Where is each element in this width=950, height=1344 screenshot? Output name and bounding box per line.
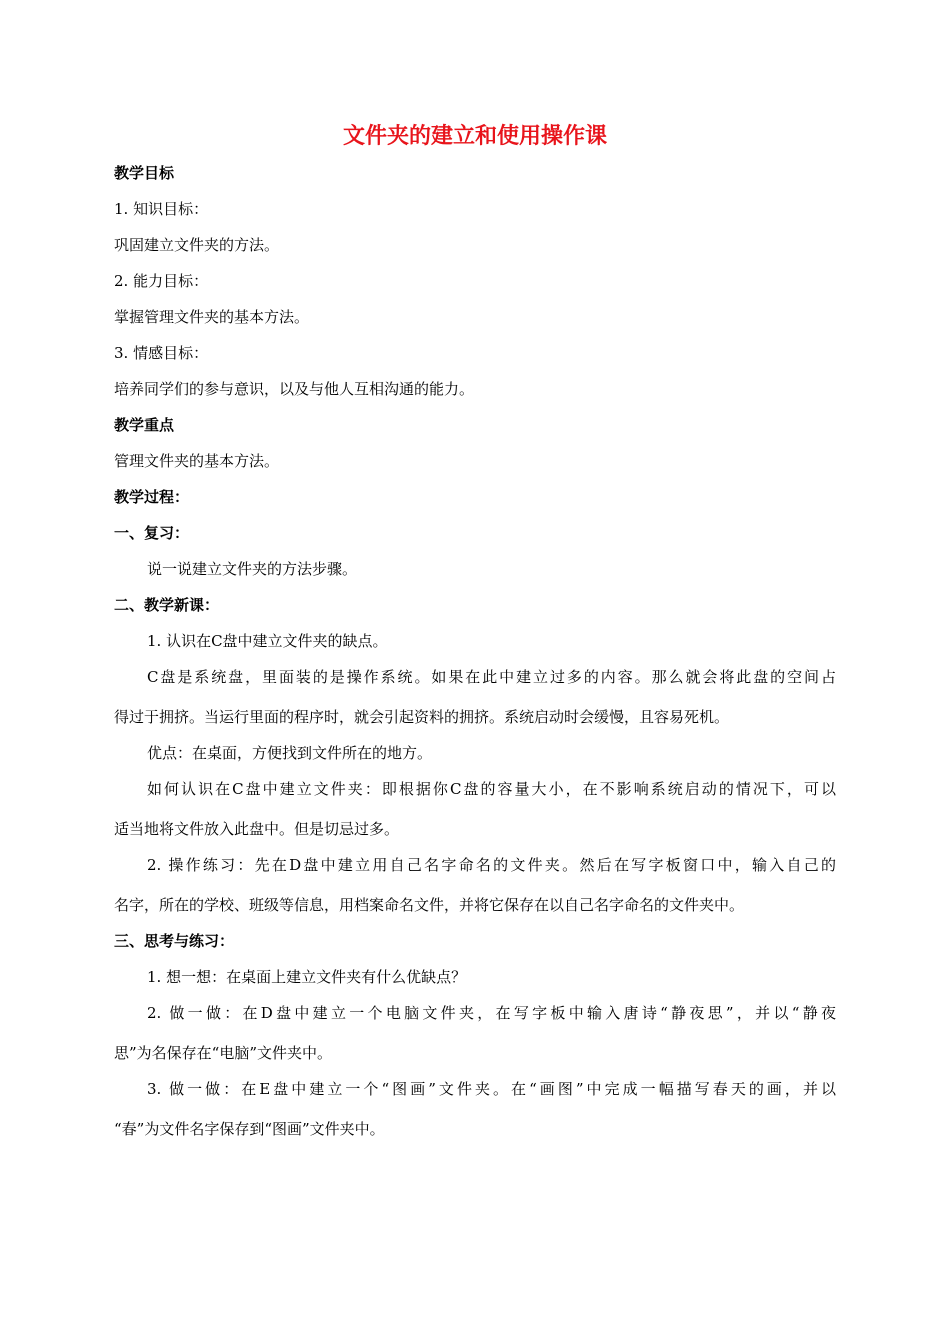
process-heading: 教学过程： [114, 488, 190, 506]
review-heading: 一、复习： [114, 524, 190, 542]
newlesson-para-2-line-1: 如何认识在C盘中建立文件夹：即根据你C盘的容量大小，在不影响系统启动的情况下，可以 [147, 780, 836, 798]
newlesson-para-2-line-2: 适当地将文件放入此盘中。但是切忌过多。 [114, 820, 400, 838]
objectives-heading: 教学目标 [114, 164, 175, 182]
newlesson-item-2-line-2: 名字，所在的学校、班级等信息，用档案命名文件，并将它保存在以自己名字命名的文件夹中。 [114, 896, 745, 914]
practice-item-3-line-2: “春”为文件名字保存到“图画”文件夹中。 [114, 1120, 385, 1138]
practice-heading: 三、思考与练习： [114, 932, 235, 950]
ability-label: 2. 能力目标： [114, 272, 209, 290]
newlesson-para-1-line-2: 得过于拥挤。当运行里面的程序时，就会引起资料的拥挤。系统启动时会缓慢，且容易死机。 [114, 708, 730, 726]
practice-item-3-line-1: 3. 做一做：在E盘中建立一个“图画”文件夹。在“画图”中完成一幅描写春天的画，并以 [147, 1080, 836, 1098]
newlesson-para-1-line-1: C盘是系统盘，里面装的是操作系统。如果在此中建立过多的内容。那么就会将此盘的空间占 [147, 668, 836, 686]
ability-text: 掌握管理文件夹的基本方法。 [114, 308, 310, 326]
practice-item-2-line-1: 2. 做一做：在D盘中建立一个电脑文件夹，在写字板中输入唐诗“静夜思”，并以“静夜 [147, 1004, 836, 1022]
knowledge-text: 巩固建立文件夹的方法。 [114, 236, 280, 254]
knowledge-label: 1. 知识目标： [114, 200, 209, 218]
focus-text: 管理文件夹的基本方法。 [114, 452, 280, 470]
newlesson-advantage: 优点：在桌面，方便找到文件所在的地方。 [147, 744, 433, 762]
review-text: 说一说建立文件夹的方法步骤。 [147, 560, 358, 578]
newlesson-item-2-line-1: 2. 操作练习：先在D盘中建立用自己名字命名的文件夹。然后在写字板窗口中，输入自己的 [147, 856, 836, 874]
practice-item-1: 1. 想一想：在桌面上建立文件夹有什么优缺点？ [147, 968, 467, 986]
focus-heading: 教学重点 [114, 416, 175, 434]
page-title: 文件夹的建立和使用操作课 [342, 124, 607, 149]
newlesson-heading: 二、教学新课： [114, 596, 220, 614]
practice-item-2-line-2: 思”为名保存在“电脑”文件夹中。 [114, 1044, 333, 1062]
emotion-text: 培养同学们的参与意识，以及与他人互相沟通的能力。 [114, 380, 475, 398]
newlesson-item-1: 1. 认识在C盘中建立文件夹的缺点。 [147, 632, 388, 650]
emotion-label: 3. 情感目标： [114, 344, 209, 362]
